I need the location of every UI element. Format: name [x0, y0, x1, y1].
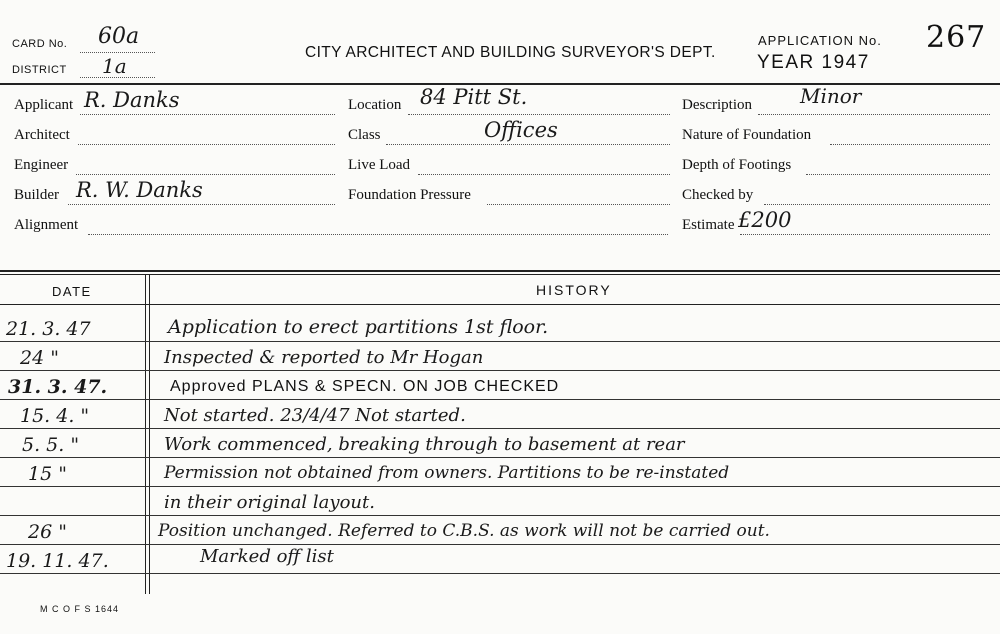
row-history: Permission not obtained from owners. Partitions to be re-instated — [164, 463, 730, 483]
estimate-value: £200 — [738, 208, 792, 232]
description-value: Minor — [800, 84, 862, 108]
depth-of-footings-label: Depth of Footings — [682, 157, 792, 173]
estimate-label: Estimate — [682, 217, 735, 233]
checked-by-line — [764, 204, 990, 205]
applicant-label: Applicant — [14, 97, 74, 113]
row-history: Marked off list — [200, 546, 334, 567]
application-no-value: 267 — [926, 20, 987, 55]
location-line — [408, 114, 670, 115]
row-date: 15 " — [28, 463, 67, 485]
card-no-label: CARD No. — [12, 38, 68, 50]
location-value: 84 Pitt St. — [420, 85, 528, 109]
foundation-pressure-line — [487, 204, 670, 205]
date-header: DATE — [52, 284, 92, 299]
column-divider — [145, 274, 146, 594]
row-line — [0, 457, 1000, 458]
form-code: M C O F S 1644 — [40, 604, 120, 614]
column-divider-2 — [149, 274, 150, 594]
row-date: 21. 3. 47 — [6, 318, 91, 340]
builder-label: Builder — [14, 187, 59, 203]
foundation-pressure-label: Foundation Pressure — [348, 187, 471, 203]
depth-of-footings-line — [806, 174, 990, 175]
district-value: 1a — [102, 54, 127, 78]
row-line — [0, 341, 1000, 342]
engineer-label: Engineer — [14, 157, 69, 173]
architect-label: Architect — [14, 127, 70, 143]
description-line — [758, 114, 990, 115]
row-history: Position unchanged. Referred to C.B.S. as work will not be carried out. — [158, 521, 770, 541]
applicant-line — [80, 114, 335, 115]
dept-title: CITY ARCHITECT AND BUILDING SURVEYOR'S DEPT. — [305, 44, 716, 61]
row-history: in their original layout. — [164, 492, 375, 513]
row-date: 24 " — [20, 347, 59, 369]
row-line — [0, 573, 1000, 574]
row-line — [0, 486, 1000, 487]
table-top-rule — [0, 270, 1000, 272]
row-date: 15. 4. " — [20, 405, 90, 427]
row-line — [0, 428, 1000, 429]
description-label: Description — [682, 97, 752, 113]
row-line — [0, 370, 1000, 371]
architect-line — [78, 144, 335, 145]
row-history: Not started. 23/4/47 Not started. — [164, 405, 466, 426]
district-label: DISTRICT — [12, 64, 67, 76]
builder-line — [68, 204, 335, 205]
row-history: Work commenced, breaking through to basement at rear — [164, 434, 685, 455]
row-date: 31. 3. 47. — [8, 376, 108, 398]
row-date: 5. 5. " — [22, 434, 80, 456]
row-line — [0, 544, 1000, 545]
nature-of-foundation-line — [830, 144, 990, 145]
live-load-label: Live Load — [348, 157, 411, 173]
row-history: Inspected & reported to Mr Hogan — [164, 347, 484, 368]
builder-value: R. W. Danks — [76, 178, 203, 202]
location-label: Location — [348, 97, 402, 113]
row-history: Application to erect partitions 1st floor. — [168, 316, 549, 338]
row-date: 19. 11. 47. — [6, 550, 109, 572]
card-no-line — [80, 52, 155, 53]
live-load-line — [418, 174, 670, 175]
application-no-label: APPLICATION No. — [758, 33, 882, 48]
estimate-line — [740, 234, 990, 235]
table-top-rule-2 — [0, 274, 1000, 275]
row-line — [0, 515, 1000, 516]
checked-by-label: Checked by — [682, 187, 754, 203]
class-label: Class — [348, 127, 381, 143]
nature-of-foundation-label: Nature of Foundation — [682, 127, 812, 143]
alignment-label: Alignment — [14, 217, 79, 233]
applicant-value: R. Danks — [84, 88, 180, 112]
year-label: YEAR 1947 — [757, 52, 870, 73]
row-history: Approved PLANS & SPECN. ON JOB CHECKED — [170, 378, 560, 395]
card-no-value: 60a — [98, 24, 140, 49]
class-line — [386, 144, 670, 145]
row-date: 26 " — [28, 521, 67, 543]
history-header: HISTORY — [536, 282, 612, 298]
class-value: Offices — [484, 118, 558, 142]
header-underline — [0, 304, 1000, 305]
engineer-line — [76, 174, 335, 175]
alignment-line — [88, 234, 668, 235]
row-line — [0, 399, 1000, 400]
